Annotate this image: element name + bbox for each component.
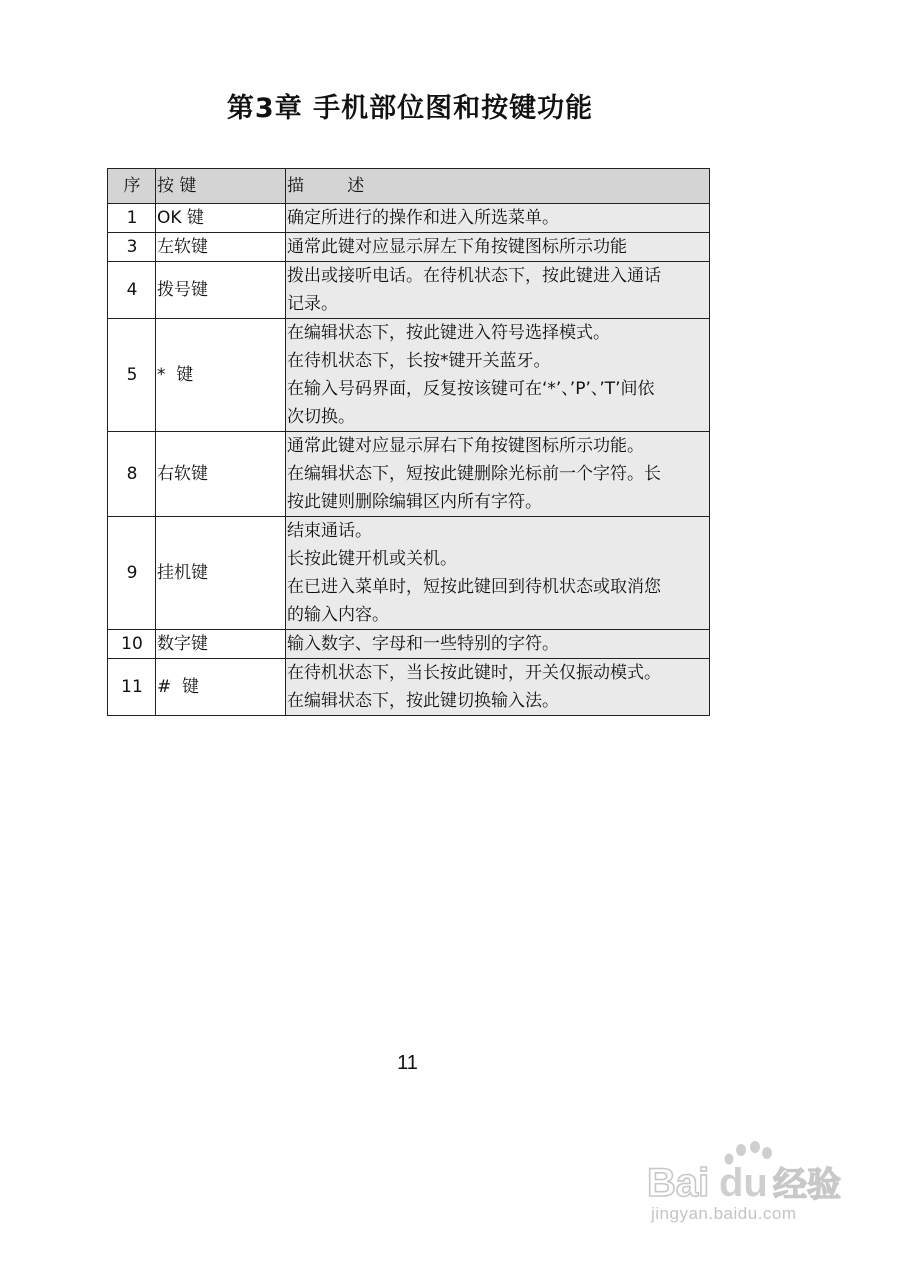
key-description (286, 319, 710, 432)
row-number: 1 (108, 204, 156, 233)
baidu-du-mark: du (719, 1161, 768, 1205)
key-name: 挂机键 (156, 517, 286, 630)
header-key: 按 键 (156, 169, 286, 204)
table-row (108, 319, 710, 432)
key-name: # 键 (156, 659, 286, 716)
key-description (286, 659, 710, 716)
key-name: * 键 (156, 319, 286, 432)
baidu-wordmark: Bai (647, 1161, 710, 1205)
table-row (108, 630, 710, 659)
description-line: 拨出或接听电话。在待机状态下，按此键进入通话 (287, 266, 661, 286)
baidu-logo (645, 1140, 865, 1210)
description-line: 在编辑状态下，短按此键删除光标前一个字符。长 (287, 464, 661, 484)
table-row (108, 233, 710, 262)
key-name: 拨号键 (156, 262, 286, 319)
key-description (286, 630, 710, 659)
table-row (108, 659, 710, 716)
row-number: 8 (108, 432, 156, 517)
page-number: 11 (397, 1052, 418, 1074)
description-line: 输入数字、字母和一些特别的字符。 (287, 634, 559, 654)
description-line: 通常此键对应显示屏右下角按键图标所示功能。 (287, 436, 644, 456)
key-description (286, 262, 710, 319)
key-description (286, 517, 710, 630)
row-number: 10 (108, 630, 156, 659)
description-line: 确定所进行的操作和进入所选菜单。 (287, 208, 559, 228)
header-description: 描 述 (286, 169, 710, 204)
key-description (286, 204, 710, 233)
row-number: 5 (108, 319, 156, 432)
table-body (108, 204, 710, 716)
description-line: 按此键则删除编辑区内所有字符。 (287, 492, 542, 512)
page-title: 第3章 手机部位图和按键功能 (226, 93, 594, 124)
key-function-table (107, 168, 710, 716)
key-name: 左软键 (156, 233, 286, 262)
description-line: 的输入内容。 (287, 605, 389, 625)
description-line: 在编辑状态下，按此键切换输入法。 (287, 691, 559, 711)
key-name: OK 键 (156, 204, 286, 233)
watermark-url: jingyan.baidu.com (651, 1204, 797, 1223)
description-line: 次切换。 (287, 407, 355, 427)
description-line: 在编辑状态下，按此键进入符号选择模式。 (287, 323, 610, 343)
baidu-jingyan-watermark (645, 1140, 865, 1230)
description-line: 在待机状态下，长按*键开关蓝牙。 (287, 351, 551, 371)
key-description (286, 432, 710, 517)
row-number: 9 (108, 517, 156, 630)
table-row (108, 432, 710, 517)
table-row (108, 517, 710, 630)
jingyan-mark: 经验 (773, 1165, 841, 1205)
row-number: 3 (108, 233, 156, 262)
key-name: 数字键 (156, 630, 286, 659)
description-line: 记录。 (287, 294, 338, 314)
header-number: 序 (108, 169, 156, 204)
description-line: 在已进入菜单时，短按此键回到待机状态或取消您 (287, 577, 661, 597)
row-number: 4 (108, 262, 156, 319)
description-line: 在待机状态下，当长按此键时，开关仅振动模式。 (287, 663, 661, 683)
description-line: 通常此键对应显示屏左下角按键图标所示功能 (287, 237, 627, 257)
row-number: 11 (108, 659, 156, 716)
key-description (286, 233, 710, 262)
description-line: 长按此键开机或关机。 (287, 549, 457, 569)
table-row (108, 204, 710, 233)
description-line: 结束通话。 (287, 521, 372, 541)
table-row (108, 262, 710, 319)
table-header-row (108, 169, 710, 204)
description-line: 在输入号码界面，反复按该键可在‘*’、’P’、’T’间依 (287, 379, 655, 399)
key-name: 右软键 (156, 432, 286, 517)
